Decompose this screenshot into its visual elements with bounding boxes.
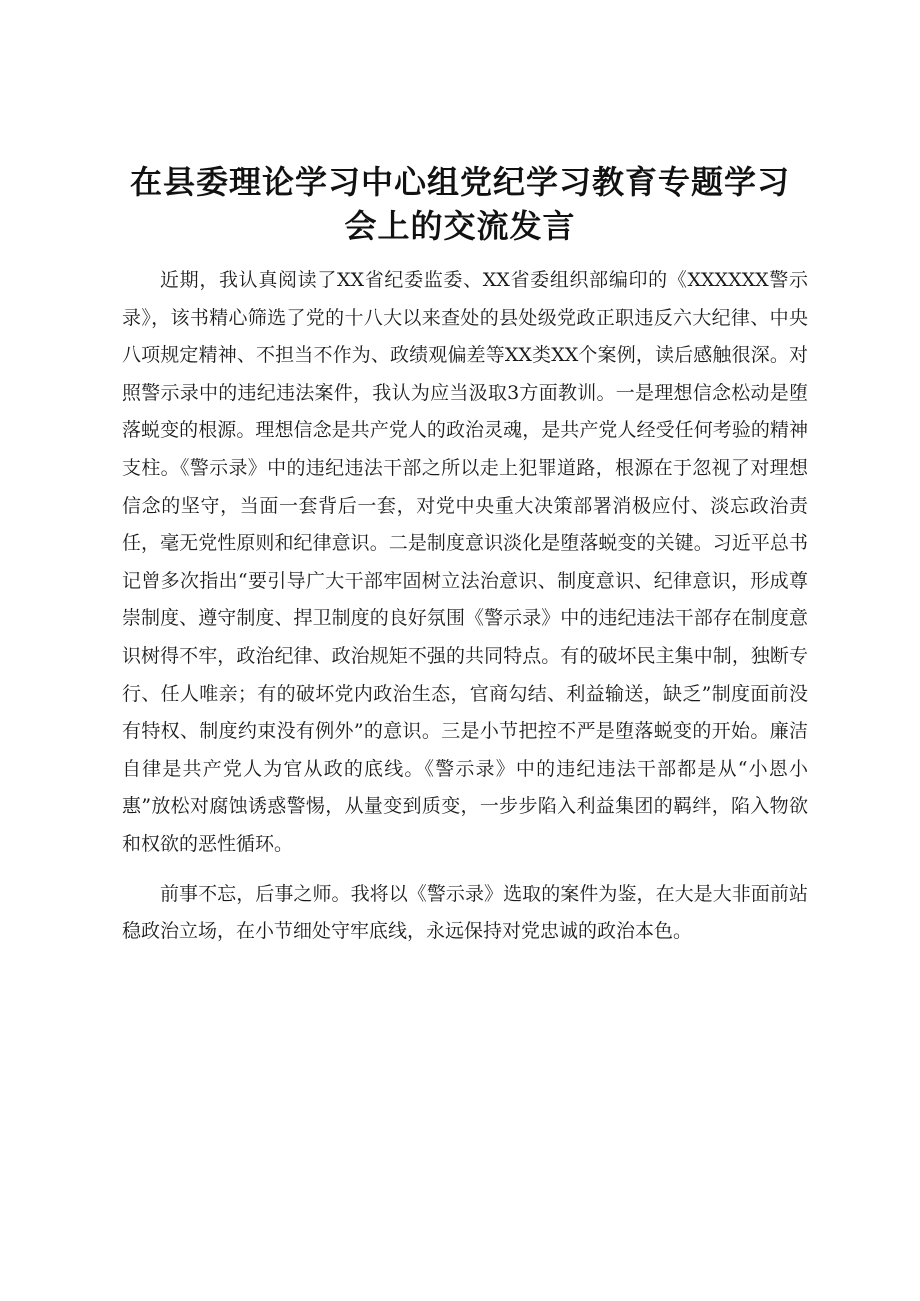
title-line-1: 在县委理论学习中心组党纪学习教育专题学习 <box>129 163 790 201</box>
document-title <box>110 160 810 248</box>
title-line-2: 会上的交流发言 <box>344 207 576 245</box>
document-body <box>122 262 808 951</box>
paragraph: 近期，我认真阅读了XX省纪委监委、XX省委组织部编印的《XXXXXX警示录》，该书精心筛选了党的十八大以来查处的县处级党政正职违反六大纪律、中央八项规定精神、不担当不作为、政绩观偏差等XX类XX个案例，读后感触很深。对照警示录中的违纪违法案件，我认为应当汲取3方面教训。一是理想信念松动是堕落蜕变的根源。理想信念是共产党人的政治灵魂，是共产党人经受任何考验的精神支柱。《警示录》中的违纪违法干部之所以走上犯罪道路，根源在于忽视了对理想信念的坚守，当面一套背后一套，对党中央重大决策部署消极应付、淡忘政治责任，毫无党性原则和纪律意识。二是制度意识淡化是堕落蜕变的关键。习近平总书记曾多次指出“要引导广大干部牢固树立法治意识、制度意识、纪律意识，形成尊崇制度、遵守制度、捍卫制度的良好氛围《警示录》中的违纪违法干部存在制度意识树得不牢，政治纪律、政治规矩不强的共同特点。有的破坏民主集中制，独断专行、任人唯亲；有的破坏党内政治生态，官商勾结、利益输送，缺乏”制度面前没有特权、制度约束没有例外”的意识。三是小节把控不严是堕落蜕变的开始。廉洁自律是共产党人为官从政的底线。《警示录》中的违纪违法干部都是从“小恩小惠”放松对腐蚀诱惑警惕，从量变到质变，一步步陷入利益集团的羁绊，陷入物欲和权欲的恶性循环。 <box>122 269 808 855</box>
paragraph: 前事不忘，后事之师。我将以《警示录》选取的案件为鉴，在大是大非面前站稳政治立场，在小节细处守牢底线，永远保持对党忠诚的政治本色。 <box>122 882 808 943</box>
